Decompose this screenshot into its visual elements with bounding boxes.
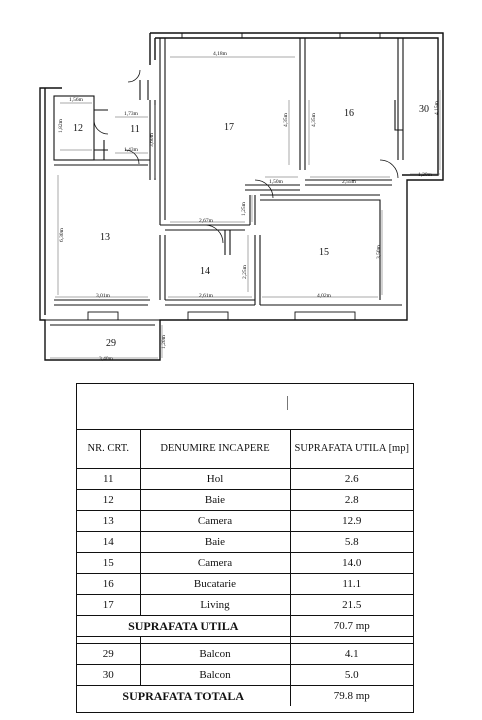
row-name: Camera — [140, 511, 290, 532]
row-name: Balcon — [140, 644, 290, 665]
row-name: Baie — [140, 532, 290, 553]
room-label-11: 11 — [130, 124, 140, 135]
dim-label: 1,25m — [241, 202, 247, 216]
dim-label: 3,40m — [99, 356, 113, 362]
header-nr: NR. CRT. — [77, 430, 140, 469]
row-nr: 13 — [77, 511, 140, 532]
row-nr: 14 — [77, 532, 140, 553]
windows — [88, 33, 380, 320]
dim-label: 1,20m — [418, 172, 432, 178]
dim-label: 4,15m — [434, 101, 440, 115]
room-label-16: 16 — [344, 108, 354, 119]
row-area: 5.0 — [290, 665, 413, 686]
row-nr: 16 — [77, 574, 140, 595]
room-label-13: 13 — [100, 232, 110, 243]
dim-label: 1,73m — [124, 111, 138, 117]
dim-label: 2,55m — [342, 179, 356, 185]
dim-label: 4,35m — [311, 113, 317, 127]
dim-label: 3,01m — [96, 293, 110, 299]
dim-label: 2,67m — [199, 218, 213, 224]
dim-label: 4,18m — [213, 51, 227, 57]
dim-label: 3,50m — [376, 245, 382, 259]
table-row — [77, 553, 413, 574]
room-label-17: 17 — [224, 122, 234, 133]
dim-label: 3,60m — [149, 133, 155, 147]
room-area-table — [77, 430, 413, 706]
row-nr: 29 — [77, 644, 140, 665]
row-nr: 15 — [77, 553, 140, 574]
row-area: 2.6 — [290, 469, 413, 490]
table-row — [77, 665, 413, 686]
table-spacer-row — [77, 637, 413, 644]
table-row — [77, 574, 413, 595]
table-row — [77, 532, 413, 553]
dim-label: 1,50m — [269, 179, 283, 185]
row-area: 14.0 — [290, 553, 413, 574]
dim-label: 1,82m — [58, 119, 64, 133]
row-nr: 17 — [77, 595, 140, 616]
dim-label: 1,20m — [161, 335, 167, 349]
table-row — [77, 469, 413, 490]
row-name: Balcon — [140, 665, 290, 686]
dim-label: 2,61m — [199, 293, 213, 299]
room-labels — [73, 104, 429, 349]
table-row — [77, 644, 413, 665]
exterior-walls — [40, 33, 443, 360]
dim-label: 6,30m — [59, 228, 65, 242]
row-area: 5.8 — [290, 532, 413, 553]
row-area: 4.1 — [290, 644, 413, 665]
table-header-blank — [77, 384, 413, 430]
table-row — [77, 511, 413, 532]
row-nr: 11 — [77, 469, 140, 490]
row-nr: 30 — [77, 665, 140, 686]
room-label-30: 30 — [419, 104, 429, 115]
totala-label: SUPRAFATA TOTALA — [77, 686, 290, 707]
row-name: Bucatarie — [140, 574, 290, 595]
room-label-15: 15 — [319, 247, 329, 258]
room-label-14: 14 — [200, 266, 210, 277]
utila-label: SUPRAFATA UTILA — [77, 616, 290, 637]
utila-value: 70.7 mp — [290, 616, 413, 637]
area-table — [76, 383, 414, 713]
table-row — [77, 595, 413, 616]
totala-value: 79.8 mp — [290, 686, 413, 707]
row-area: 11.1 — [290, 574, 413, 595]
row-area: 21.5 — [290, 595, 413, 616]
utila-total-row — [77, 616, 413, 637]
room-label-29: 29 — [106, 338, 116, 349]
interior-walls — [45, 33, 443, 325]
row-area: 12.9 — [290, 511, 413, 532]
table-header-row — [77, 430, 413, 469]
dim-label: 4,02m — [317, 293, 331, 299]
row-name: Baie — [140, 490, 290, 511]
table-row — [77, 490, 413, 511]
header-name: DENUMIRE INCAPERE — [140, 430, 290, 469]
row-name: Hol — [140, 469, 290, 490]
dim-label: 1,56m — [69, 97, 83, 103]
room-label-12: 12 — [73, 123, 83, 134]
row-name: Camera — [140, 553, 290, 574]
dim-label: 2,25m — [242, 265, 248, 279]
dimension-labels — [58, 51, 440, 362]
dim-label: 4,35m — [283, 113, 289, 127]
row-name: Living — [140, 595, 290, 616]
row-nr: 12 — [77, 490, 140, 511]
row-area: 2.8 — [290, 490, 413, 511]
totala-total-row — [77, 686, 413, 707]
header-area: SUPRAFATA UTILA [mp] — [290, 430, 413, 469]
dim-label: 1,43m — [124, 147, 138, 153]
